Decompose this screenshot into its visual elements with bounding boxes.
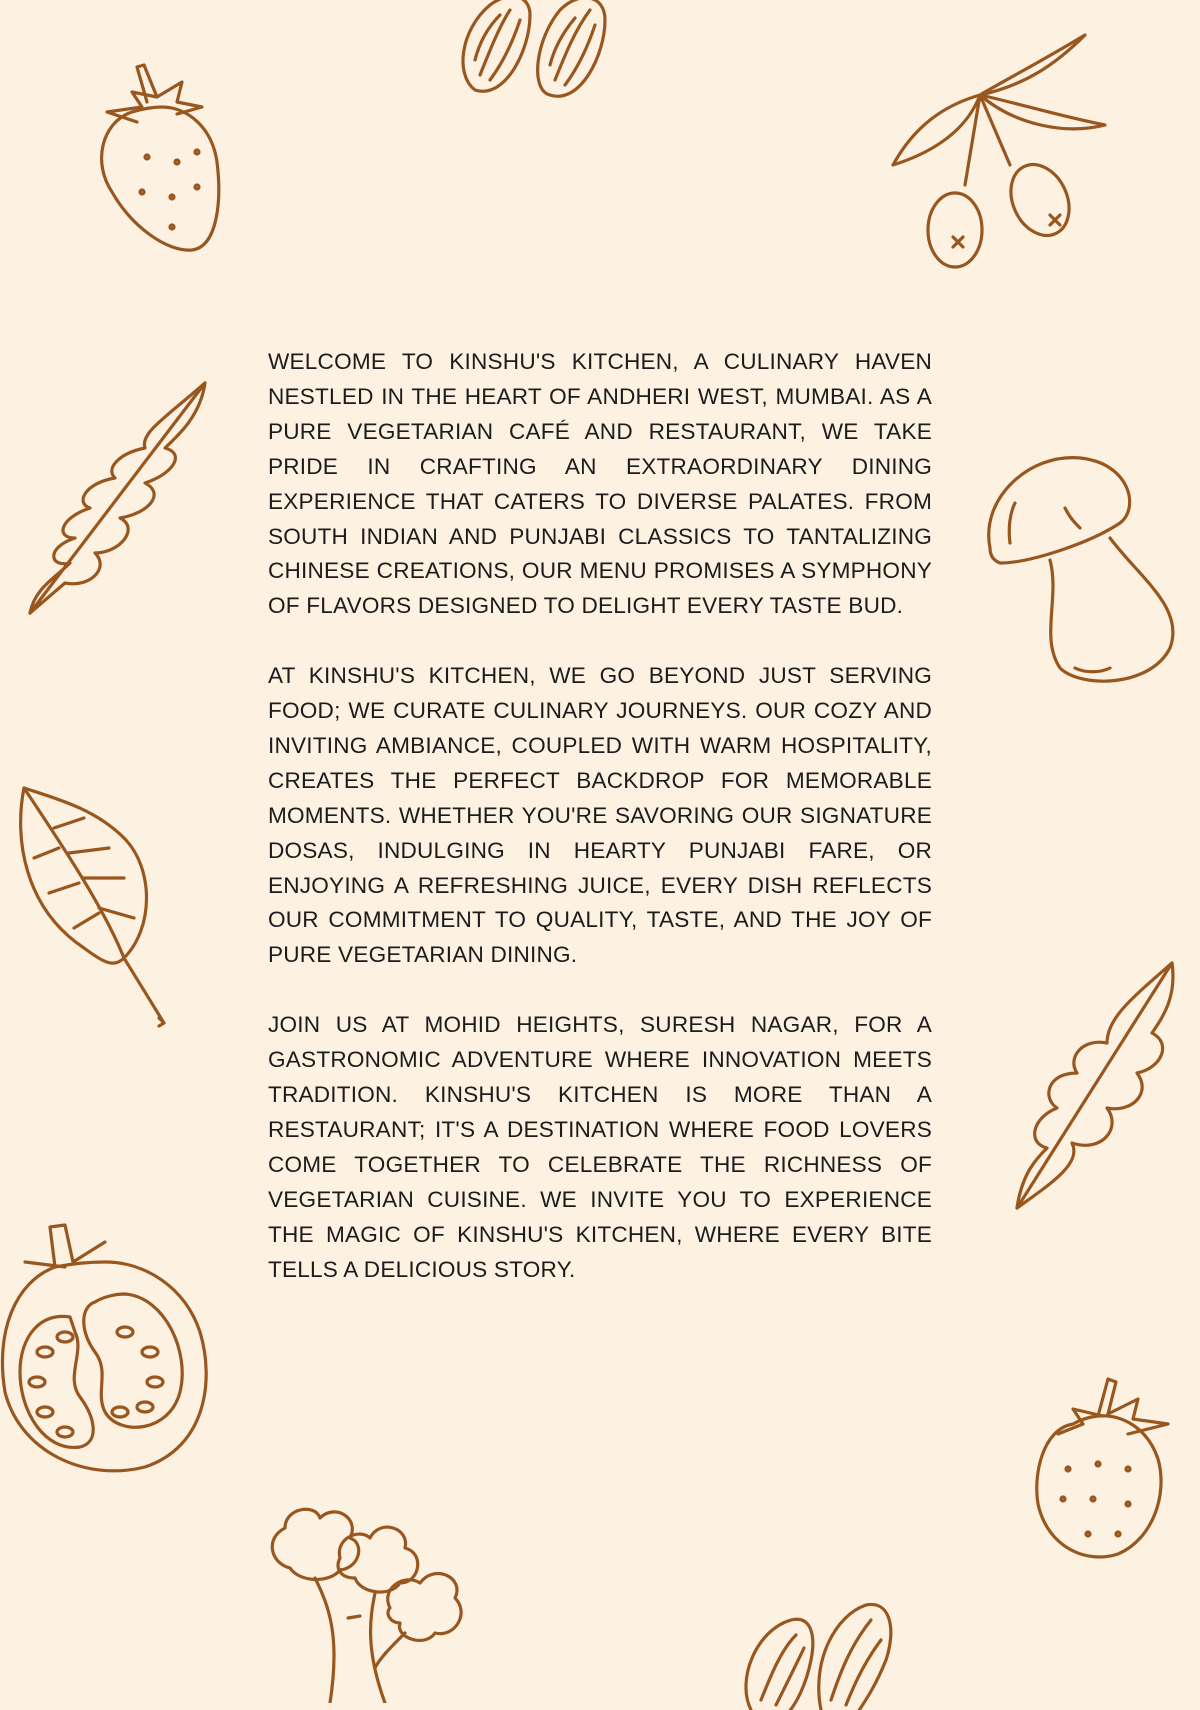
mushroom-icon xyxy=(980,448,1180,688)
tomato-icon xyxy=(0,1222,215,1484)
strawberry-icon xyxy=(1028,1374,1173,1564)
invitation-paragraph: JOIN US AT MOHID HEIGHTS, SURESH NAGAR, FOR A GASTRONOMIC ADVENTURE WHERE INNOVATION MEETS TRADITION. KINSHU'S KITCHEN IS MORE THAN A RESTAURANT; IT'S A DESTINATION WHERE FOOD LOVERS COME TOGETHER TO CELEBRATE THE RICHNESS OF VEGETARIAN CUISINE. WE INVITE YOU TO EXPERIENCE THE MAGIC OF KINSHU'S KITCHEN, WHERE EVERY BITE TELLS A DELICIOUS STORY. xyxy=(268,1012,932,1282)
strawberry-icon xyxy=(92,62,232,257)
arugula-leaf-icon xyxy=(1012,958,1177,1216)
restaurant-description xyxy=(268,345,932,1322)
spinach-leaf-icon xyxy=(14,778,174,1028)
arugula-leaf-icon xyxy=(25,378,215,618)
experience-paragraph: AT KINSHU'S KITCHEN, WE GO BEYOND JUST SERVING FOOD; WE CURATE CULINARY JOURNEYS. OUR COZY AND INVITING AMBIANCE, COUPLED WITH WARM HOSPITALITY, CREATES THE PERFECT BACKDROP FOR MEMORABLE MOMENTS. WHETHER YOU'RE SAVORING OUR SIGNATURE DOSAS, INDULGING IN HEARTY PUNJABI FARE, OR ENJOYING A REFRESHING JUICE, EVERY DISH REFLECTS OUR COMMITMENT TO QUALITY, TASTE, AND THE JOY OF PURE VEGETARIAN DINING. xyxy=(268,663,932,968)
olive-branch-icon xyxy=(885,25,1110,270)
intro-paragraph: WELCOME TO KINSHU'S KITCHEN, A CULINARY HAVEN NESTLED IN THE HEART OF ANDHERI WEST, MUMBAI. AS A PURE VEGETARIAN CAFÉ AND RESTAURANT, WE TAKE PRIDE IN CRAFTING AN EXTRAORDINARY DINING EXPERIENCE THAT CATERS TO DIVERSE PALATES. FROM SOUTH INDIAN AND PUNJABI CLASSICS TO TANTALIZING CHINESE CREATIONS, OUR MENU PROMISES A SYMPHONY OF FLAVORS DESIGNED TO DELIGHT EVERY TASTE BUD. xyxy=(268,349,932,619)
broccoli-icon xyxy=(260,1498,480,1703)
almonds-icon xyxy=(455,0,625,110)
almonds-icon xyxy=(736,1600,901,1710)
